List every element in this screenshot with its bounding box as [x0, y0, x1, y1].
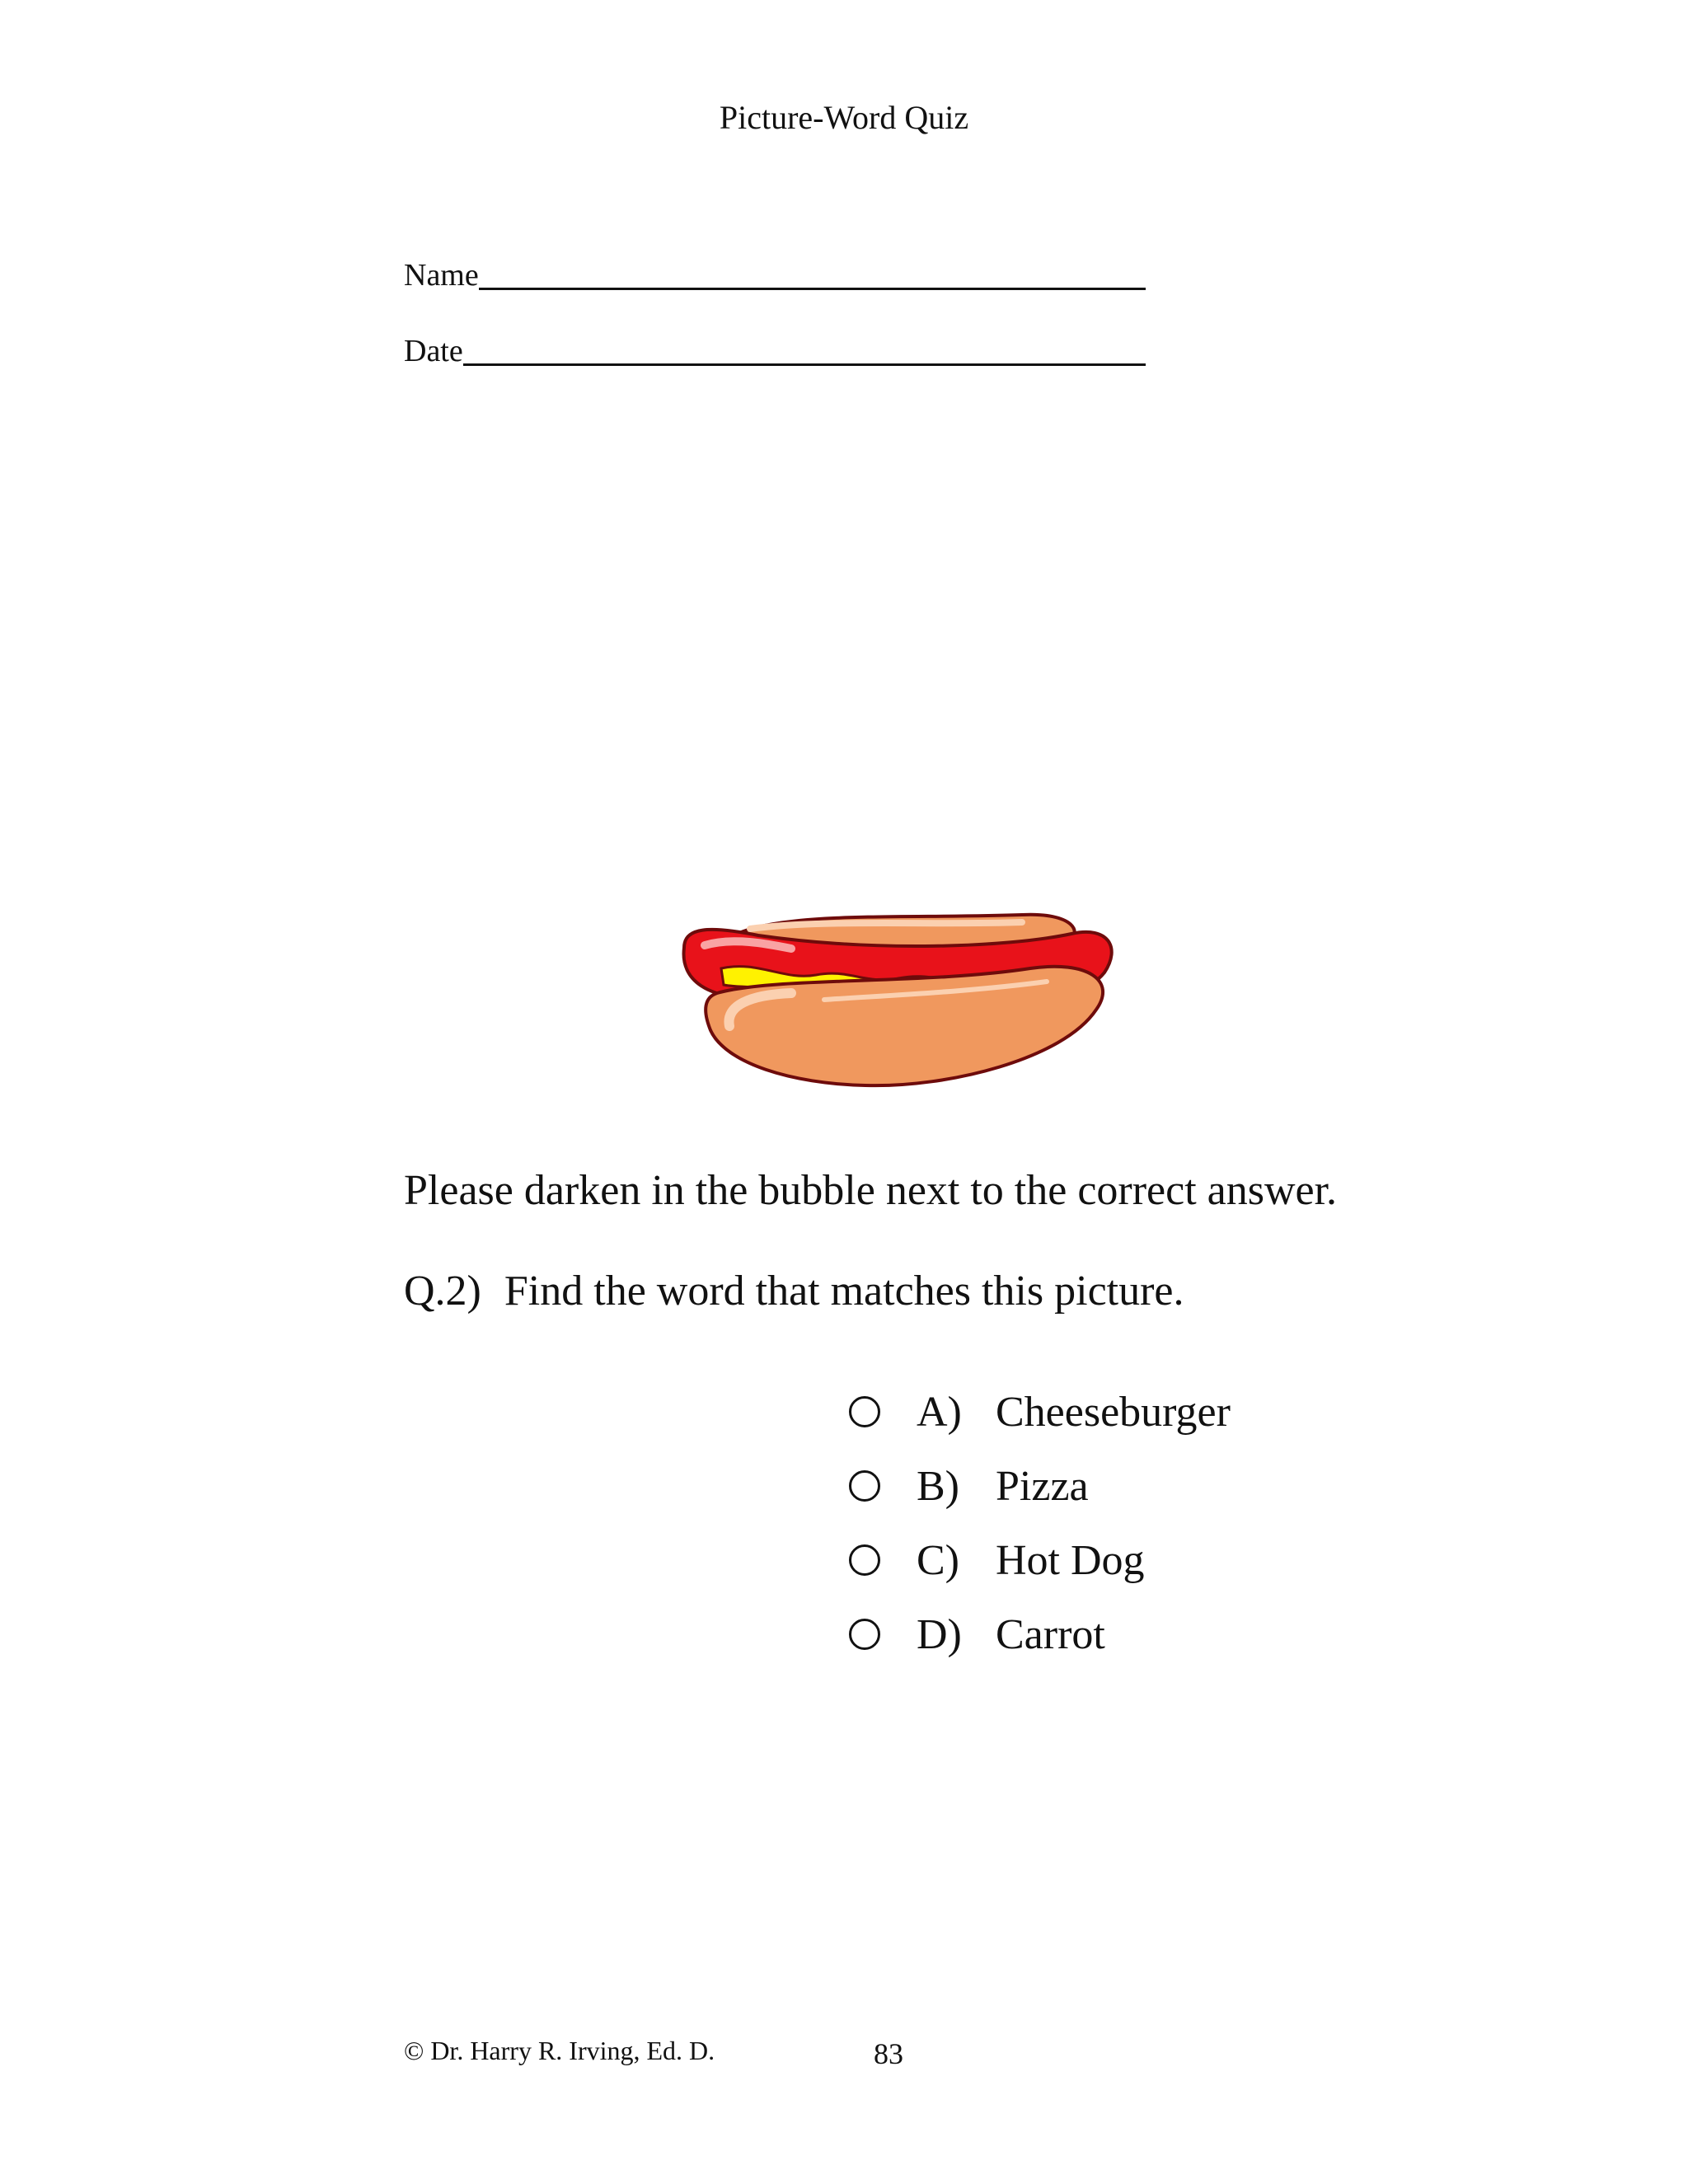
- footer-copyright: © Dr. Harry R. Irving, Ed. D.: [404, 2036, 715, 2065]
- option-a-letter: A): [917, 1388, 962, 1436]
- date-label: Date: [404, 334, 463, 368]
- option-b-bubble[interactable]: [849, 1470, 880, 1502]
- option-c-bubble[interactable]: [849, 1544, 880, 1576]
- date-field[interactable]: [404, 320, 1146, 369]
- option-b[interactable]: [849, 1449, 1231, 1523]
- option-d-letter: D): [917, 1610, 962, 1658]
- option-d-bubble[interactable]: [849, 1619, 880, 1650]
- option-c[interactable]: [849, 1523, 1231, 1597]
- answer-options: [849, 1375, 1231, 1671]
- instruction-text: Please darken in the bubble next to the correct answer.: [404, 1167, 1338, 1214]
- question-text: Find the word that matches this picture.: [504, 1268, 1184, 1315]
- footer-page-number: 83: [874, 2037, 903, 2070]
- option-a-text: Cheeseburger: [996, 1388, 1231, 1436]
- question-number: Q.2): [404, 1268, 481, 1315]
- date-blank-line[interactable]: [463, 327, 1146, 366]
- option-d[interactable]: [849, 1597, 1231, 1671]
- option-b-text: Pizza: [996, 1462, 1089, 1510]
- option-a-bubble[interactable]: [849, 1396, 880, 1427]
- option-a[interactable]: [849, 1375, 1231, 1449]
- question: [404, 1263, 1184, 1320]
- name-label: Name: [404, 258, 479, 293]
- name-blank-line[interactable]: [479, 251, 1146, 290]
- name-field[interactable]: [404, 244, 1146, 293]
- option-b-letter: B): [917, 1462, 959, 1510]
- option-c-text: Hot Dog: [996, 1536, 1145, 1584]
- option-d-text: Carrot: [996, 1610, 1105, 1658]
- hot-dog-icon: [659, 902, 1121, 1100]
- page-header-title: Picture-Word Quiz: [719, 99, 969, 136]
- option-c-letter: C): [917, 1536, 959, 1584]
